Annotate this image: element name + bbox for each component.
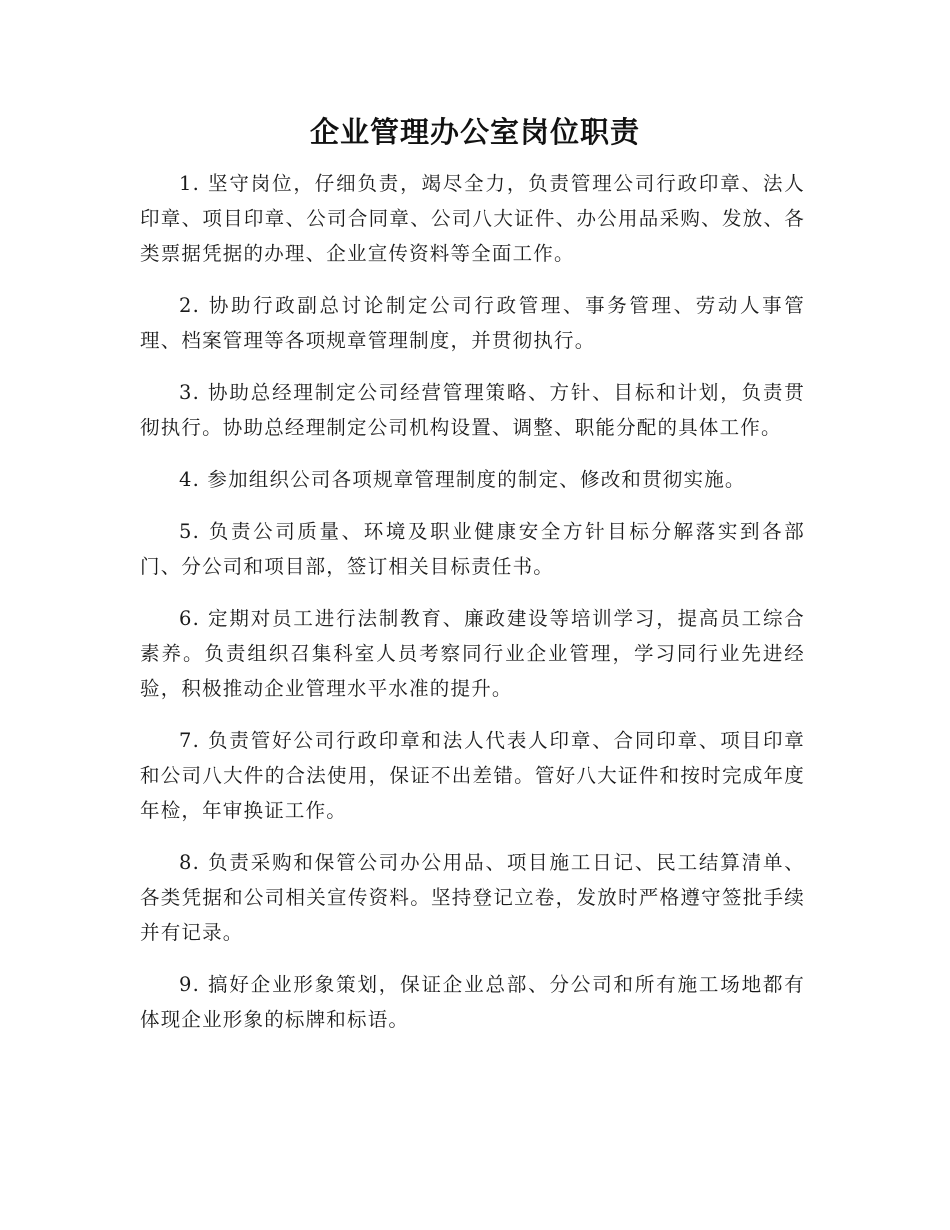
duty-paragraph-7: 7. 负责管好公司行政印章和法人代表人印章、合同印章、项目印章和公司八大件的合法使用，保证不出差错。管好八大证件和按时完成年度年检，年审换证工作。 [140, 729, 805, 822]
duty-paragraph-8: 8. 负责采购和保管公司办公用品、项目施工日记、民工结算清单、各类凭据和公司相关宣传资料。坚持登记立卷，发放时严格遵守签批手续并有记录。 [140, 851, 805, 944]
duty-paragraph-2: 2. 协助行政副总讨论制定公司行政管理、事务管理、劳动人事管理、档案管理等各项规章管理制度，并贯彻执行。 [140, 294, 805, 352]
document-title: 企业管理办公室岗位职责 [309, 115, 640, 149]
duty-paragraph-5: 5. 负责公司质量、环境及职业健康安全方针目标分解落实到各部门、分公司和项目部，签订相关目标责任书。 [140, 520, 805, 578]
duty-paragraph-9: 9. 搞好企业形象策划，保证企业总部、分公司和所有施工场地都有体现企业形象的标牌和标语。 [140, 973, 805, 1031]
duty-paragraph-1: 1. 坚守岗位，仔细负责，竭尽全力，负责管理公司行政印章、法人印章、项目印章、公司合同章、公司八大证件、办公用品采购、发放、各类票据凭据的办理、企业宣传资料等全面工作。 [140, 172, 805, 265]
duty-paragraph-4: 4. 参加组织公司各项规章管理制度的制定、修改和贯彻实施。 [179, 468, 746, 491]
duty-paragraph-3: 3. 协助总经理制定公司经营管理策略、方针、目标和计划，负责贯彻执行。协助总经理制定公司机构设置、调整、职能分配的具体工作。 [140, 381, 805, 439]
document-body [140, 166, 805, 1054]
duty-paragraph-6: 6. 定期对员工进行法制教育、廉政建设等培训学习，提高员工综合素养。负责组织召集科室人员考察同行业企业管理，学习同行业先进经验，积极推动企业管理水平水准的提升。 [140, 607, 805, 700]
